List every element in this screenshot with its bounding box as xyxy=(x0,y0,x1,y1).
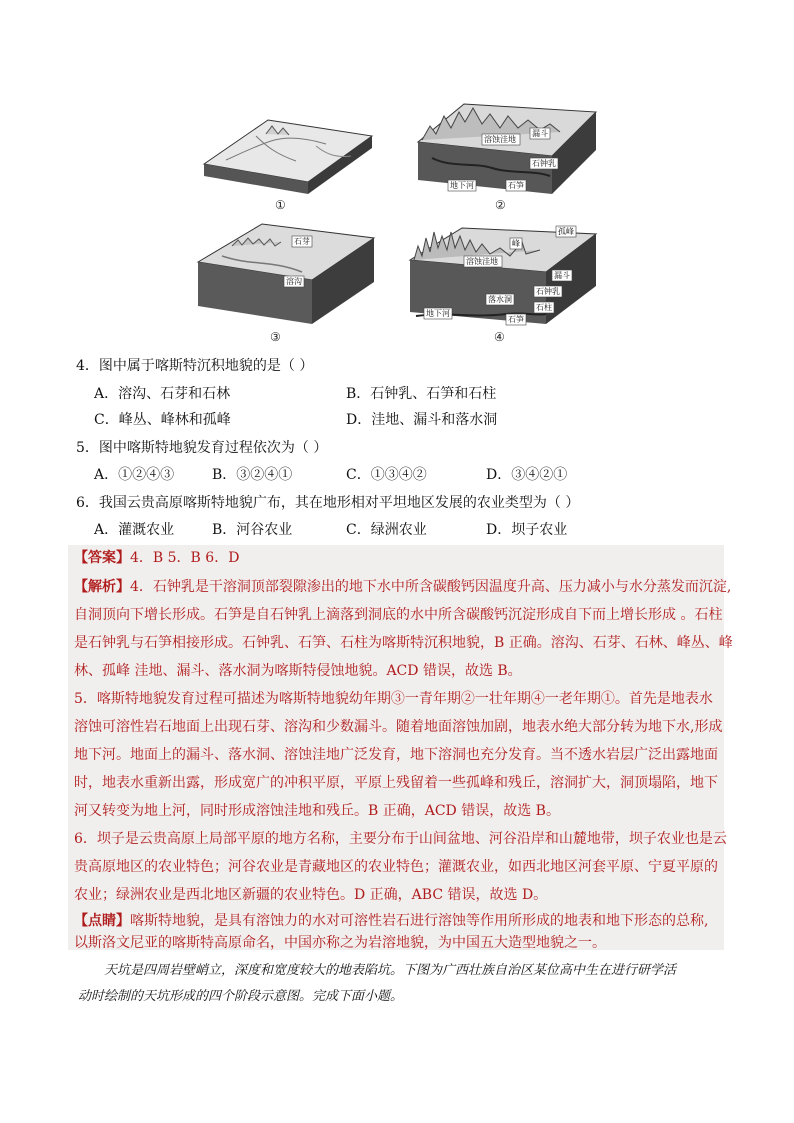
point-tag: 【点睛】 xyxy=(74,913,130,929)
analysis-line-7: 地下河。地面上的漏斗、落水洞、溶蚀洼地广泛发育，地下溶洞也充分发育。当不透水岩层广泛出露地面 xyxy=(74,747,718,763)
label-dissolution-ditch: 溶沟 xyxy=(286,277,302,286)
analysis-line-11: 贵高原地区的农业特色；河谷农业是青藏地区的农业特色；灌溉农业，如西北地区河套平原、宁夏平原的 xyxy=(74,859,718,875)
question-6-option-d: D．坝子农业 xyxy=(486,522,568,538)
block-diagram-1 xyxy=(196,106,376,196)
question-6-option-c: C．绿洲农业 xyxy=(346,522,427,538)
label-stalagmite-4: 石笋 xyxy=(508,315,524,324)
label-funnel-4: 漏斗 xyxy=(554,271,570,280)
label-sinkhole: 落水洞 xyxy=(488,295,512,304)
label-stalactite-4: 石钟乳 xyxy=(536,287,560,296)
analysis-line-3: 是石钟乳与石笋相接形成。石钟乳、石笋、石柱为喀斯特沉积地貌，B 正确。溶沟、石芽、石林、峰丛、峰 xyxy=(74,635,733,651)
analysis-tag: 【解析】 xyxy=(74,579,130,595)
question-4-option-d: D．洼地、漏斗和落水洞 xyxy=(346,412,498,428)
question-4-stem: 4．图中属于喀斯特沉积地貌的是（ ） xyxy=(76,358,314,374)
question-4-option-b: B．石钟乳、石笋和石柱 xyxy=(346,386,497,402)
analysis-line-1: 【解析】4．石钟乳是干溶洞顶部裂隙渗出的地下水中所含碳酸钙因温度升高、压力减小与水分蒸发而沉淀, xyxy=(74,579,732,595)
figure-caption-3: ③ xyxy=(270,330,281,344)
question-6-option-b: B．河谷农业 xyxy=(212,522,293,538)
question-5-stem: 5．图中喀斯特地貌发育过程依次为（ ） xyxy=(76,440,328,456)
analysis-line-9: 河又转变为地上河，同时形成溶蚀洼地和残丘。B 正确，ACD 错误，故选 B。 xyxy=(74,803,560,819)
label-stalactite: 石钟乳 xyxy=(532,159,556,168)
label-stalagmite: 石笋 xyxy=(508,181,524,190)
label-stone-bud: 石芽 xyxy=(294,237,310,246)
question-6-stem: 6．我国云贵高原喀斯特地貌广布，其在地形相对平坦地区发展的农业类型为（ ） xyxy=(76,495,580,511)
question-4-option-a: A．溶沟、石芽和石林 xyxy=(94,386,231,402)
next-section-intro xyxy=(78,958,718,1010)
label-dissolution-depression: 溶蚀洼地 xyxy=(484,135,516,144)
block-diagram-3 xyxy=(192,216,378,328)
answer-text: 4．B 5．B 6．D xyxy=(130,550,240,566)
question-6-option-a: A．灌溉农业 xyxy=(94,522,175,538)
answer-tag: 【答案】 xyxy=(74,550,130,566)
label-stone-pillar: 石柱 xyxy=(536,303,552,312)
analysis-line-6: 溶蚀可溶性岩石地面上出现石芽、溶沟和少数漏斗。随着地面溶蚀加剧，地表水绝大部分转为地下水,形成 xyxy=(74,719,723,735)
label-dissolution-depression-4: 溶蚀洼地 xyxy=(466,257,498,266)
label-underground-river: 地下河 xyxy=(450,181,474,190)
point-line-2: 以斯洛文尼亚的喀斯特高原命名，中国亦称之为岩溶地貌，为中国五大造型地貌之一。 xyxy=(74,935,606,951)
label-funnel: 漏斗 xyxy=(532,129,548,138)
analysis-line-2: 自洞顶向下增长形成。石笋是自石钟乳上滴落到洞底的水中所含碳酸钙沉淀形成自下而上增长形成 。石柱 xyxy=(74,607,723,623)
question-5-option-c: C．①③④② xyxy=(346,467,427,483)
question-5-option-a: A．①②④③ xyxy=(94,467,175,483)
block-diagram-4 xyxy=(406,220,600,328)
label-underground-river-4: 地下河 xyxy=(426,309,450,318)
intro-line-2: 动时绘制的天坑形成的四个阶段示意图。完成下面小题。 xyxy=(78,989,404,1004)
block-diagram-2 xyxy=(412,98,600,198)
analysis-line-4: 林、孤峰 洼地、漏斗、落水洞为喀斯特侵蚀地貌。ACD 错误，故选 B。 xyxy=(74,663,522,679)
figure-caption-2: ② xyxy=(495,198,506,212)
analysis-line-5: 5．喀斯特地貌发育过程可描述为喀斯特地貌幼年期③一青年期②一壮年期④一老年期①。首先是地表水 xyxy=(74,691,713,707)
analysis-line-8: 时，地表水重新出露，形成宽广的冲积平原，平原上残留着一些孤峰和残丘，溶洞扩大，洞顶塌陷，地下 xyxy=(74,775,718,791)
label-peak: 峰 xyxy=(512,239,520,248)
point-line-1: 【点睛】喀斯特地貌，是具有溶蚀力的水对可溶性岩石进行溶蚀等作用所形成的地表和地下形态的总称, xyxy=(74,913,709,929)
intro-line-1: 天坑是四周岩壁峭立，深度和宽度较大的地表陷坑。下图为广西壮族自治区某位高中生在进行研学活 xyxy=(104,963,677,978)
analysis-line-12: 农业；绿洲农业是西北地区新疆的农业特色。D 正确，ABC 错误，故选 D。 xyxy=(74,887,548,903)
answer-line xyxy=(74,547,239,569)
figure-caption-1: ① xyxy=(275,198,286,212)
label-isolated-peak: 孤峰 xyxy=(558,227,574,236)
question-4-option-c: C．峰丛、峰林和孤峰 xyxy=(94,412,231,428)
question-5-option-b: B．③②④① xyxy=(212,467,293,483)
analysis-line-10: 6．坝子是云贵高原上局部平原的地方名称，主要分布于山间盆地、河谷沿岸和山麓地带，坝子农业也是云 xyxy=(74,831,727,847)
figure-caption-4: ④ xyxy=(494,330,505,344)
question-5-option-d: D．③④②① xyxy=(486,467,568,483)
